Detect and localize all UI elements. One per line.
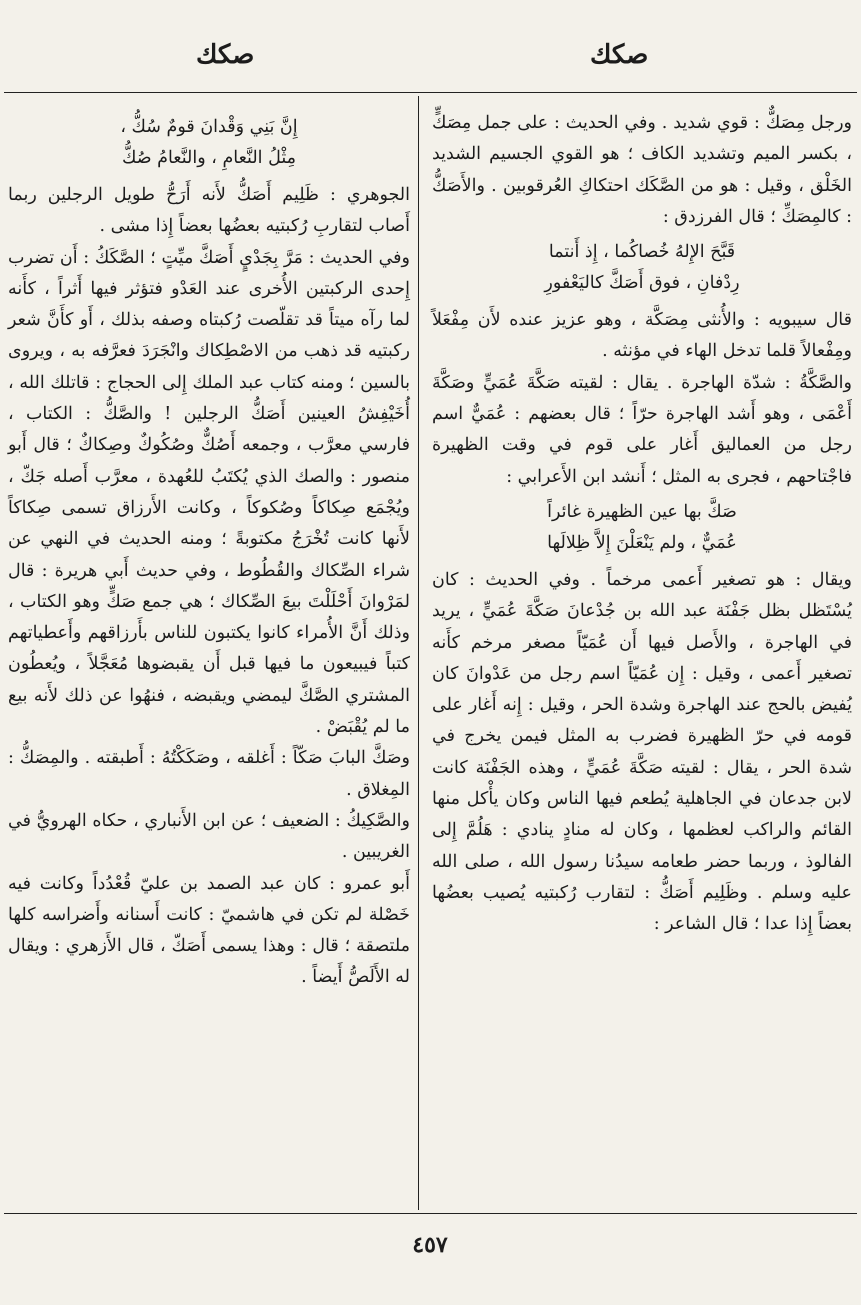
entry-paragraph: قال سيبويه : والأُنثى مِصَكَّة ، وهو عزيز عنده لأَن مِفْعَلاً ومِفْعالاً قلما تدخل الهاء في مؤنثه . — [432, 310, 852, 362]
left-column — [8, 108, 410, 994]
page-header — [0, 40, 861, 80]
entry-paragraph: وفي الحديث : مَرَّ بِجَدْيٍ أَصَكَّ ميِّتٍ ؛ الصَّكَكُ : أَن تضرب إِحدى الركبتين الأُخرى عند العَدْو فتؤثر فيها أَثراً ، كأَنه لما رآه ميتاً قد تقلّصت رُكبتاه وصفه بذلك ، أَو كأَنَّ شعر ركبتيه قد ذهب من الاصْطِكاك وانْجَرَدَ فعرَّفه به ، ويروى بالسين ؛ ومنه كتاب عبد الملك إِلى الحجاج : قاتلك الله ، أُخَيْفِشُ العينين أَصَكُّ الرجلين ! والصَّكُّ : الكتاب ، فارسي معرَّب ، وجمعه أَصُكٌّ وصُكُوكٌ وصِكاكٌ ؛ قال أَبو منصور : والصك الذي يُكتَبُ للعُهدة ، معرَّب أَصله جَكّ ، ويُجْمَع صِكاكاً وصُكوكاً ، وكانت الأَرزاق تسمى صِكاكاً لأَنها كانت تُخْرَجُ مكتوبةً ؛ ومنه الحديث في النهي عن شراء الصِّكاك والقُطُوط ، وفي حديث أَبي هريرة : قال لمَرْوانَ أَحْلَلْتَ بيعَ الصِّكاك ؛ هي جمع صَكٍّ وهو الكتاب ، وذلك أَنَّ الأُمراء كانوا يكتبون للناس بأَرزاقهم وأَعطياتهم كتباً فيبيعون ما فيها قبل أَن يقبضوها مُعَجَّلاً ، ويُعطُون المشتري الصَّكَّ ليمضي ويقبضه ، فنهُوا عن ذلك لأَنه بيع ما لم يُقْبَضْ . — [8, 247, 410, 738]
verse-line: عُمَيٌّ ، ولم يَنْعَلْنَ إِلاَّ ظِلالَها — [547, 532, 737, 553]
right-column — [432, 108, 852, 941]
verse-line: مِثْلُ النَّعامِ ، والنَّعامُ صُكُّ — [121, 148, 297, 168]
entry-paragraph: والصَّكِيكُ : الضعيف ؛ عن ابن الأَنباري ، حكاه الهرويُّ في الغريبين . — [8, 810, 410, 863]
entry-paragraph: والصَّكَّةُ : شدّة الهاجرة . يقال : لقيته صَكَّةَ عُمَيٍّ وصَكَّةَ أَعْمَى ، وهو أَشد الهاجرة حرّاً ؛ قال بعضهم : عُمَيٌّ اسم رجل من العماليق أَغار على قوم في وقت الظهيرة فاجْتاحهم ، فجرى به المثل ؛ أَنشد ابن الأَعرابي : — [432, 372, 852, 487]
entry-paragraph: الجوهري : ظَلِيم أَصَكُّ لأَنه أَرَحُّ طويل الرجلين ربما أَصاب لتقاربِ رُكبتيه بعضُها بعضاً إِذا مشى . — [8, 185, 410, 237]
verse-block — [432, 237, 852, 299]
entry-paragraph: أَبو عمرو : كان عبد الصمد بن عليّ قُعْدُداً وكانت فيه خَصْلة لم تكن في هاشميّ : كانت أَسنانه وأَضراسه كلها ملتصقة ؛ قال : وهذا يسمى أَصَكّ ، قال الأَزهري : ويقال له الأَلَصُّ أَيضاً . — [8, 873, 410, 988]
verse-block — [8, 112, 410, 174]
verse-block — [432, 497, 852, 559]
header-keyword-right: صكك — [590, 40, 649, 70]
verse-line: قَبَّحَ الإِلهُ خُصاكُما ، إِذ أَنتما — [548, 242, 736, 263]
top-rule — [4, 92, 857, 93]
header-keyword-left: صكك — [196, 40, 255, 70]
verse-line: إِنَّ بَنِي وَقْدانَ قومٌ سُكُّ ، — [120, 117, 298, 137]
page-number: ٤٥٧ — [412, 1232, 448, 1258]
bottom-rule — [4, 1213, 857, 1214]
column-divider — [418, 96, 419, 1210]
verse-line: رِدْفانِ ، فوق أَصَكَّ كاليَعْفورِ — [544, 273, 740, 294]
verse-line: صَكَّ بها عين الظهيرة غائراً — [547, 501, 737, 522]
entry-paragraph: ويقال : هو تصغير أَعمى مرخماً . وفي الحديث : كان يُسْتَظل بظل جَفْنَة عبد الله بن جُدْعانَ صَكَّةَ عُمَيٍّ ، يريد في الهاجرة ، والأَصل فيها أَن عُمَيّاً مصغر مرخم كأَنه تصغير أَعمى ، وقيل : إِن عُمَيّاً اسم رجل من عَدْوانَ كان يُفيض بالحج عند الهاجرة وشدة الحر ، وقيل : إِنه أَغار على قومه في حرّ الظهيرة فضرب به المثل فيمن يخرج في شدة الحر ، يقال : لقيته صَكَّةَ عُمَيٍّ ، وهذه الجَفْنَة كانت لابن جدعان في الجاهلية يُطعم فيها الناس وكان يأْكل منها القائم والراكب لعظمها ، وكان له منادٍ ينادي : هَلُمَّ إِلى الفالوذ ، وربما حضر طعامه سيدُنا رسول الله ، صلى الله عليه وسلم . وظَلِيم أَصَكُّ : لتقارب رُكبتيه يُصيب بعضُها بعضاً إِذا عدا ؛ قال الشاعر : — [432, 569, 852, 935]
entry-paragraph: ورجل مِصَكٌّ : قوي شديد . وفي الحديث : على جمل مِصَكٍّ ، بكسر الميم وتشديد الكاف ؛ هو القوي الجسيم الشديد الخَلْق ، وقيل : هو من الصَّكَك احتكاكِ العُرقوبين . والأَصَكُّ : كالمِصَكِّ ؛ قال الفرزدق : — [432, 113, 852, 227]
entry-paragraph: وصَكَّ البابَ صَكّاً : أَغلقه ، وصَكَكْتُهُ : أَطبقته . والمِصَكُّ : المِغلاق . — [8, 748, 410, 800]
